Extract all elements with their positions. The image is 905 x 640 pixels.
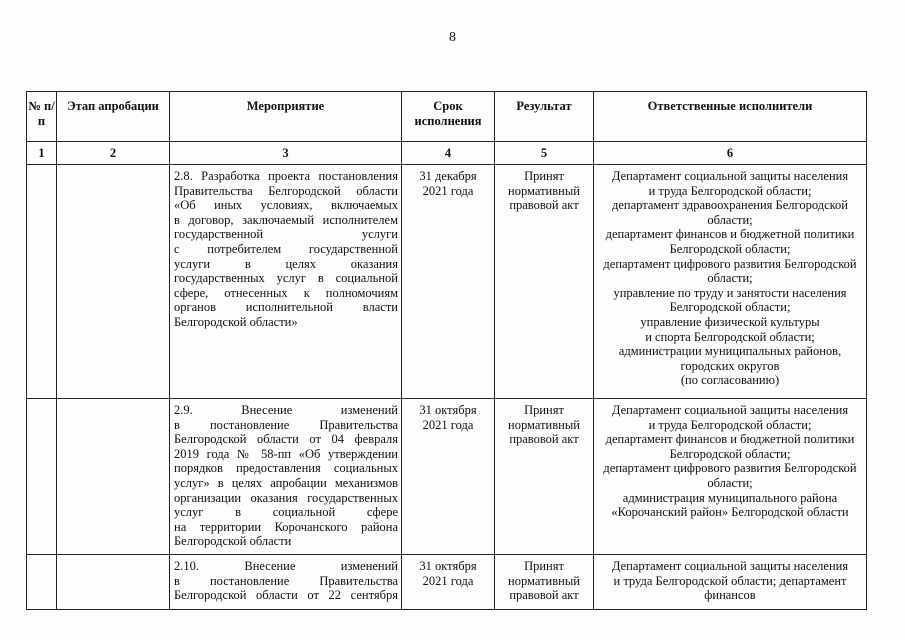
result-line: нормативный [508, 417, 580, 432]
responsible-line: департамент финансов и бюджетной политики [605, 432, 855, 447]
responsible-line: и труда Белгородской области; департамент [613, 573, 847, 588]
measure-line: порядков предоставления социальных [174, 461, 398, 476]
responsible-line: и спорта Белгородской области; [645, 329, 815, 344]
header-result: Результат [495, 92, 594, 142]
page-number: 8 [449, 30, 456, 45]
responsible-line: финансов [704, 588, 756, 603]
responsible-cell [594, 555, 867, 610]
measure-line: государственной услуги [174, 227, 398, 242]
column-number: 1 [27, 142, 57, 165]
deadline-line: 31 октября [419, 559, 477, 573]
stage-cell [57, 399, 170, 555]
number-cell [27, 165, 57, 399]
number-cell [27, 555, 57, 610]
table-row [27, 165, 867, 399]
responsible-line: управление по труду и занятости населения [613, 285, 847, 300]
header-responsible: Ответственные исполнители [594, 92, 867, 142]
measure-line: организации оказания государственных [174, 490, 398, 505]
stage-cell [57, 555, 170, 610]
measures-table [26, 91, 867, 610]
measure-line: в постановление Правительства [174, 573, 398, 588]
deadline-line: 31 декабря [419, 169, 477, 183]
measure-cell [170, 399, 402, 555]
table-row [27, 399, 867, 555]
responsible-line: Департамент социальной защиты населения [611, 559, 849, 573]
table-header-row [27, 92, 867, 142]
deadline-cell [402, 165, 495, 399]
header-number: № п/п [27, 92, 57, 142]
column-number-row [27, 142, 867, 165]
deadline-cell [402, 399, 495, 555]
result-line: нормативный [508, 573, 580, 588]
deadline-line: 2021 года [422, 417, 474, 432]
measure-line: Правительства Белгородской области [174, 183, 398, 198]
measure-line: услуг в социальной сфере [174, 505, 398, 520]
deadline-line: 2021 года [422, 183, 474, 198]
measure-line: 2.10. Внесение изменений [174, 559, 398, 573]
measure-line: услуг» в целях апробации механизмов [174, 475, 398, 490]
responsible-line: (по согласованию) [680, 373, 780, 388]
responsible-line: администрации муниципальных районов, [618, 344, 842, 359]
responsible-line: и труда Белгородской области; [648, 417, 812, 432]
measure-line: «Об иных условиях, включаемых [174, 198, 398, 213]
header-deadline: Срок исполнения [402, 92, 495, 142]
responsible-line: области; [707, 212, 753, 227]
responsible-line: и труда Белгородской области; [648, 183, 812, 198]
responsible-line: области; [707, 475, 753, 490]
measure-line: Белгородской области от 04 февраля [174, 432, 398, 447]
column-number: 5 [495, 142, 594, 165]
measure-line: 2019 года № 58-пп «Об утверждении [174, 446, 398, 461]
measure-line: 2.9. Внесение изменений [174, 403, 398, 417]
result-line: правовой акт [509, 432, 579, 447]
column-number: 3 [170, 142, 402, 165]
measure-line: в постановление Правительства [174, 417, 398, 432]
responsible-line: департамент финансов и бюджетной политики [605, 227, 855, 242]
measure-line: 2.8. Разработка проекта постановления [174, 169, 398, 183]
responsible-line: Белгородской области; [669, 446, 791, 461]
deadline-line: 31 октября [419, 403, 477, 417]
responsible-line: Департамент социальной защиты населения [611, 403, 849, 417]
number-cell [27, 399, 57, 555]
measure-line: сфере, отнесенных к полномочиям [174, 285, 398, 300]
stage-cell [57, 165, 170, 399]
measure-line: государственных услуг в социальной [174, 271, 398, 286]
measure-line: органов исполнительной власти [174, 300, 398, 315]
responsible-line: Белгородской области; [669, 241, 791, 256]
result-line: правовой акт [509, 588, 579, 603]
measure-line: с потребителем государственной [174, 241, 398, 256]
responsible-line: департамент здравоохранения Белгородской [612, 198, 848, 213]
result-line: Принят [524, 559, 564, 573]
responsible-line: департамент цифрового развития Белгородской [603, 256, 857, 271]
measure-cell [170, 555, 402, 610]
responsible-line: «Корочанский район» Белгородской области [611, 505, 849, 520]
measure-cell [170, 165, 402, 399]
responsible-line: Департамент социальной защиты населения [611, 169, 849, 183]
column-number: 6 [594, 142, 867, 165]
measure-line: Белгородской области» [174, 314, 298, 329]
measure-line: Белгородской области от 22 сентября [174, 588, 398, 603]
measure-line: услуги в целях оказания [174, 256, 398, 271]
responsible-line: управление физической культуры [640, 314, 820, 329]
header-stage: Этап апробации [57, 92, 170, 142]
column-number: 4 [402, 142, 495, 165]
header-measure: Мероприятие [170, 92, 402, 142]
column-number: 2 [57, 142, 170, 165]
measure-line: на территории Корочанского района [174, 519, 398, 534]
result-line: нормативный [508, 183, 580, 198]
deadline-cell [402, 555, 495, 610]
measure-line: в договор, заключаемый исполнителем [174, 212, 398, 227]
deadline-line: 2021 года [422, 573, 474, 588]
result-cell [495, 399, 594, 555]
responsible-line: городских округов [680, 358, 780, 373]
result-cell [495, 165, 594, 399]
result-cell [495, 555, 594, 610]
responsible-cell [594, 165, 867, 399]
table-row [27, 555, 867, 610]
measure-line: Белгородской области [174, 534, 292, 549]
result-line: Принят [524, 403, 564, 417]
result-line: Принят [524, 169, 564, 183]
responsible-line: администрация муниципального района [622, 490, 838, 505]
responsible-line: области; [707, 271, 753, 286]
result-line: правовой акт [509, 198, 579, 213]
responsible-line: департамент цифрового развития Белгородской [603, 461, 857, 476]
responsible-cell [594, 399, 867, 555]
responsible-line: Белгородской области; [669, 300, 791, 315]
